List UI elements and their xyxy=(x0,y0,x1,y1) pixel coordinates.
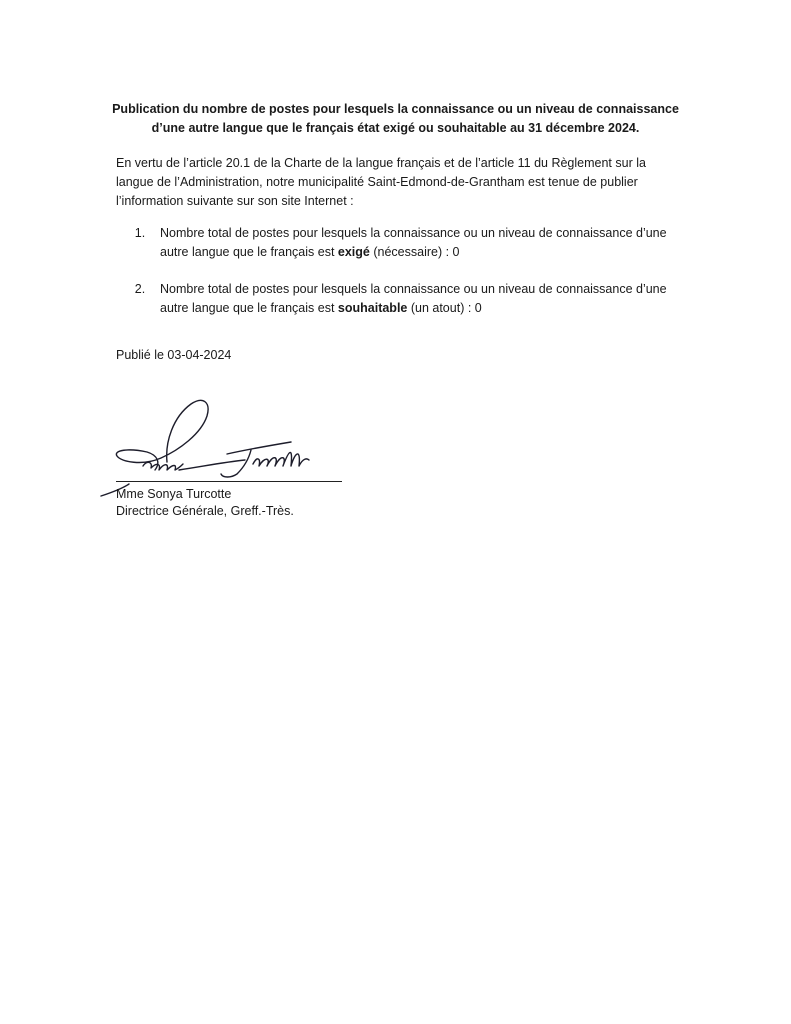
list-item-text xyxy=(160,280,676,318)
signer-title: Directrice Générale, Greff.-Très. xyxy=(116,504,294,518)
document-title xyxy=(60,100,731,138)
list-item-text xyxy=(160,224,676,262)
signature-line xyxy=(116,481,342,482)
intro-paragraph: En vertu de l’article 20.1 de la Charte de la langue français et de l’article 11 du Règlement sur la langue de l’Administration, notre municipalité Saint-Edmond-de-Grantham est tenue de publier l’information suivante sur son site Internet : xyxy=(116,156,646,208)
list-item-text-start: Nombre total de postes pour lesquels la connaissance ou un niveau de connaissance d’une autre langue que le français est xyxy=(160,282,667,315)
title-line-1: Publication du nombre de postes pour lesquels la connaissance ou un niveau de connaissance xyxy=(112,102,679,116)
list-item xyxy=(116,224,676,262)
list-item-emphasis: souhaitable xyxy=(337,301,408,315)
list-item-number: 2. xyxy=(134,282,146,296)
signer-block xyxy=(116,486,294,520)
list-item-emphasis: exigé xyxy=(337,245,370,259)
numbered-list xyxy=(116,224,676,336)
title-line-2: d’une autre langue que le français état exigé ou souhaitable au 31 décembre 2024. xyxy=(151,121,640,135)
list-item-text-start: Nombre total de postes pour lesquels la connaissance ou un niveau de connaissance d’une autre langue que le français est xyxy=(160,226,667,259)
list-item-number: 1. xyxy=(134,226,146,240)
published-date: Publié le 03-04-2024 xyxy=(116,348,232,362)
list-item-text-end: (un atout) : 0 xyxy=(407,301,482,315)
list-item-text-end: (nécessaire) : 0 xyxy=(369,245,460,259)
list-item xyxy=(116,280,676,318)
signer-name: Mme Sonya Turcotte xyxy=(116,487,232,501)
